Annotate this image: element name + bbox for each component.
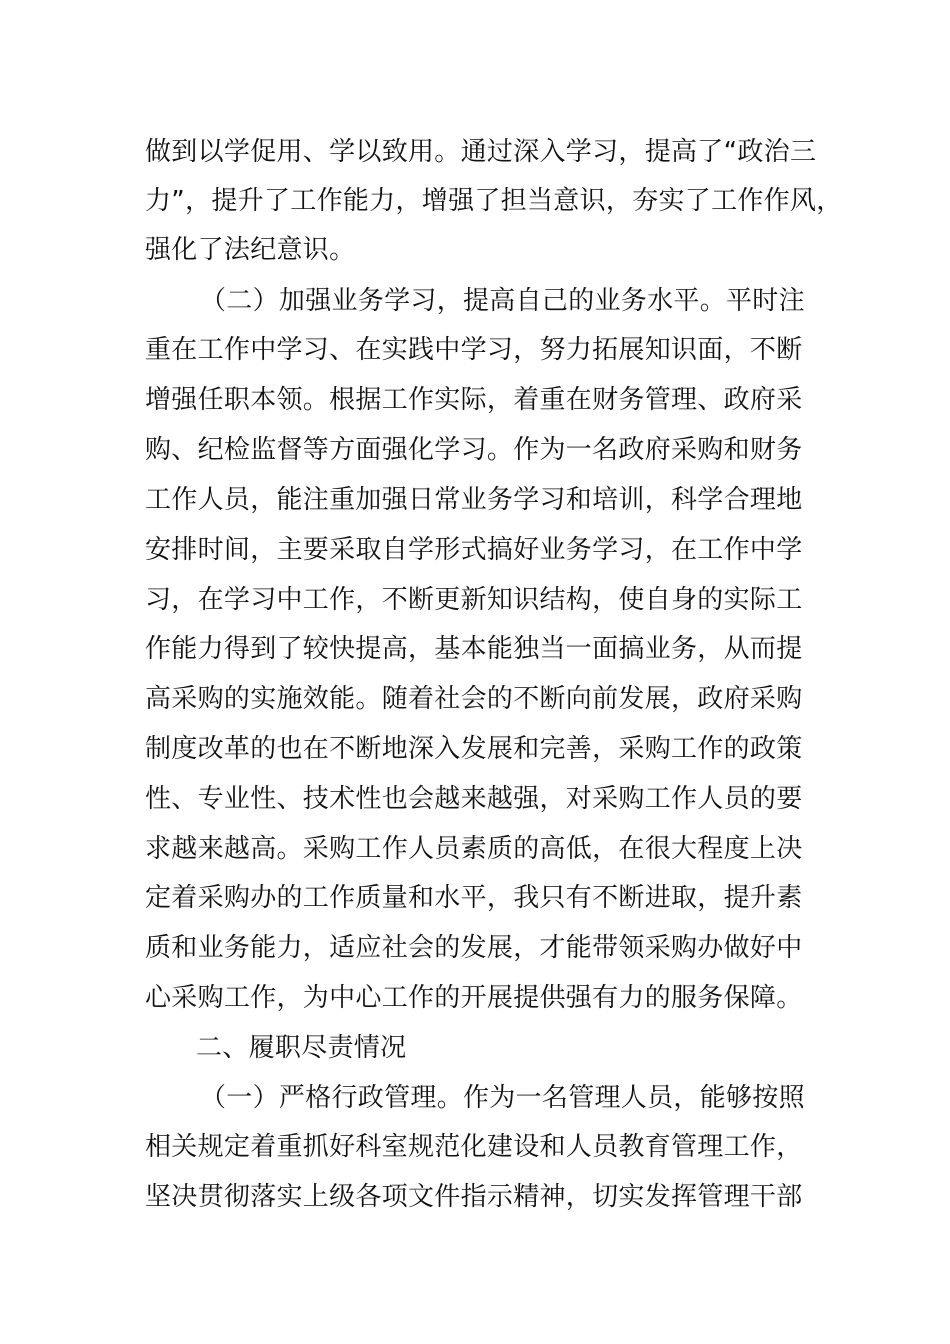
section-heading-2: （二）加强业务学习，提高自己的业务水平。平时注: [200, 286, 805, 316]
text-line: 安排时间，主要采取自学形式搞好业务学习，在工作中学: [145, 535, 803, 565]
section-heading: 二、履职尽责情况: [196, 1033, 407, 1063]
text-line: 增强任职本领。根据工作实际，着重在财务管理、政府采: [145, 385, 803, 415]
text-line: 购、纪检监督等方面强化学习。作为一名政府采购和财务: [145, 435, 803, 465]
text-line: 高采购的实施效能。随着社会的不断向前发展，政府采购: [145, 684, 803, 714]
text-line: 制度改革的也在不断地深入发展和完善，采购工作的政策: [145, 734, 803, 764]
text-line: 质和业务能力，适应社会的发展，才能带领采购办做好中: [145, 933, 803, 963]
text-line: 作能力得到了较快提高，基本能独当一面搞业务，从而提: [145, 634, 803, 664]
text-line: 做到以学促用、学以致用。通过深入学习，提高了“政治三: [145, 137, 817, 167]
text-line: 相关规定着重抓好科室规范化建设和人员教育管理工作，: [145, 1132, 803, 1162]
text-line: 重在工作中学习、在实践中学习，努力拓展知识面，不断: [145, 335, 803, 365]
text-line: 强化了法纪意识。: [145, 235, 356, 265]
text-line: 工作人员，能注重加强日常业务学习和培训，科学合理地: [145, 485, 803, 515]
section-heading-1: （一）严格行政管理。作为一名管理人员，能够按照: [200, 1083, 805, 1113]
text-line: 坚决贯彻落实上级各项文件指示精神，切实发挥管理干部: [145, 1182, 803, 1212]
text-line: 求越来越高。采购工作人员素质的高低，在很大程度上决: [145, 834, 803, 864]
text-line: 习，在学习中工作，不断更新知识结构，使自身的实际工: [145, 585, 803, 615]
text-line: 性、专业性、技术性也会越来越强，对采购工作人员的要: [145, 784, 803, 814]
text-line: 心采购工作，为中心工作的开展提供强有力的服务保障。: [145, 983, 803, 1013]
text-line: 定着采购办的工作质量和水平，我只有不断进取，提升素: [145, 883, 803, 913]
text-line: 力”，提升了工作能力，增强了担当意识，夯实了工作作风，: [145, 186, 843, 216]
